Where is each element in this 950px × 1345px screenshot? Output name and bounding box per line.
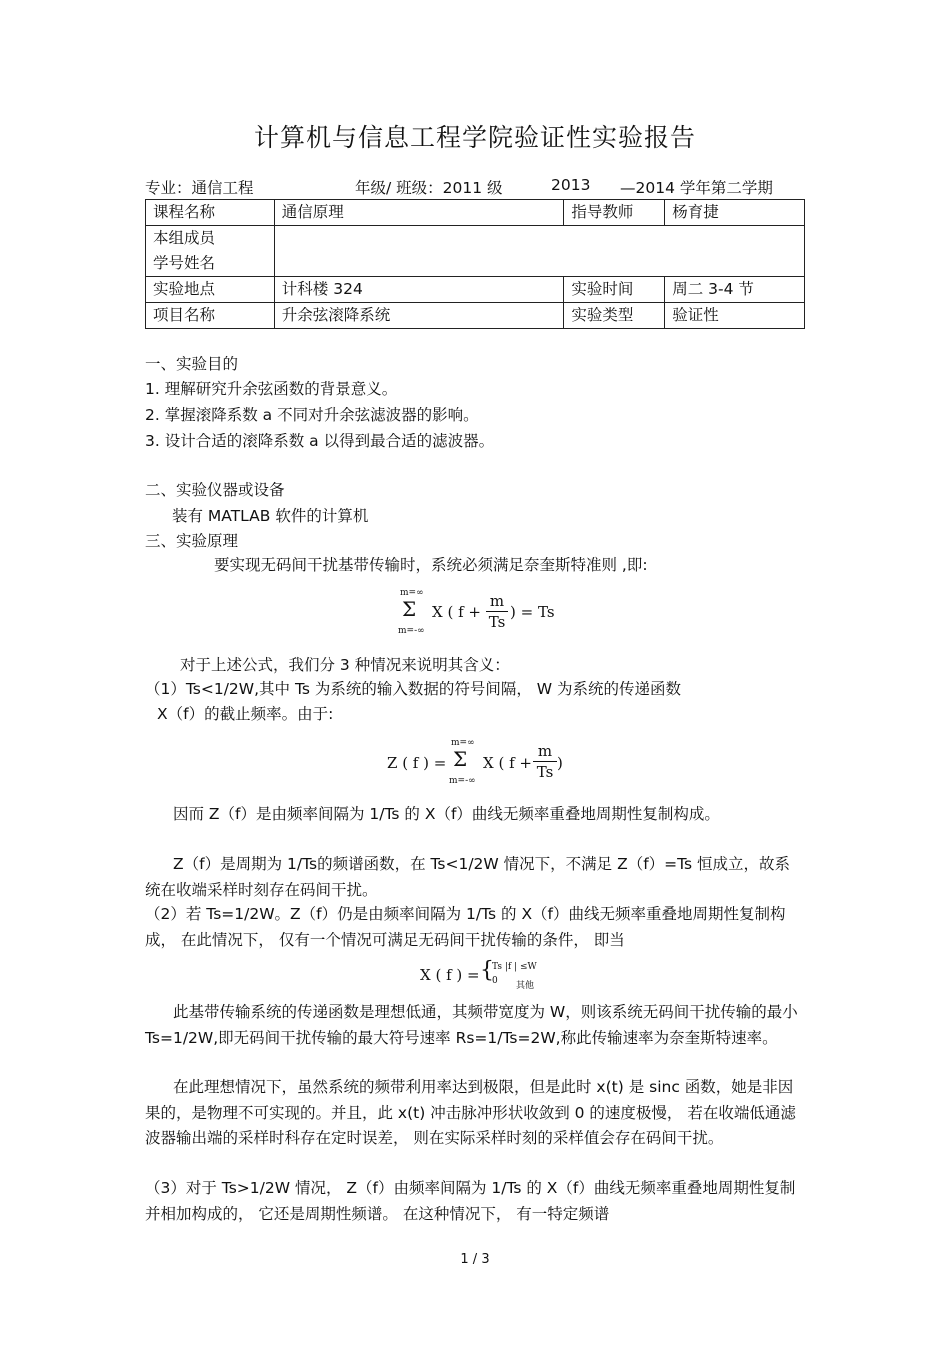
table-cell: 杨育捷: [665, 200, 805, 226]
case-2: 0: [492, 976, 498, 986]
paragraph: （2）若 Ts=1/2W。Z（f）仍是由频率间隔为 1/Ts 的 X（f）曲线无频率重叠地周期性复制构成， 在此情况下， 仅有一个情况可满足无码间干扰传输的条件， 即当: [145, 905, 786, 949]
table-cell: 验证性: [665, 303, 805, 329]
paragraph: X（f）的截止频率。由于:: [157, 705, 334, 723]
formula-body: X ( f +: [432, 603, 481, 621]
formula-tail: ) = Ts: [510, 603, 555, 621]
section-3-intro: 要实现无码间干扰基带传输时，系统必须满足奈奎斯特准则 ,即:: [214, 556, 648, 574]
section-2-title: 二、实验仪器或设备: [145, 481, 285, 499]
formula-nyquist: [398, 588, 568, 640]
table-row: [146, 200, 805, 226]
fraction-bar: [486, 611, 508, 612]
table-cell: 升余弦滚降系统: [274, 303, 564, 329]
paragraph: Z（f）是周期为 1/Ts的频谱函数，在 Ts<1/2W 情况下，不满足 Z（f）=Ts 恒成立，故系统在收端采样时刻存在码间干扰。: [145, 855, 791, 899]
sigma-symbol: Σ: [402, 597, 417, 621]
formula-lhs: X ( f ) =: [420, 966, 480, 984]
meta-grade: 年级/ 班级：2011 级: [355, 179, 503, 197]
paragraph: （1）Ts<1/2W,其中 Ts 为系统的输入数据的符号间隔， W 为系统的传递函数: [145, 680, 682, 698]
formula-periodic: [387, 738, 587, 790]
formula-ideal-lowpass: [420, 957, 560, 991]
sum-lower-limit: m=-∞: [398, 626, 425, 636]
fraction: [486, 592, 508, 631]
formula-body: X ( f +: [483, 754, 532, 772]
table-cell: 实验地点: [146, 277, 275, 303]
table-cell: 课程名称: [146, 200, 275, 226]
paragraph: 因而 Z（f）是由频率间隔为 1/Ts 的 X（f）曲线无频率重叠地周期性复制构成。: [173, 805, 720, 823]
sum-lower-limit: m=-∞: [449, 776, 476, 786]
list-item: 2. 掌握滚降系数 a 不同对升余弦滤波器的影响。: [145, 406, 479, 424]
brace-symbol: {: [480, 958, 494, 983]
table-cell: 实验时间: [564, 277, 665, 303]
table-row: [146, 277, 805, 303]
paragraph: （3）对于 Ts>1/2W 情况， Z（f）由频率间隔为 1/Ts 的 X（f）曲线无频率重叠地周期性复制并相加构成的， 它还是周期性频谱。 在这种情况下， 有一特定频谱: [145, 1179, 796, 1223]
table-cell: 计科楼 324: [274, 277, 564, 303]
paragraph: 对于上述公式，我们分 3 种情况来说明其含义：: [180, 656, 510, 674]
paragraph: 此基带传输系统的传递函数是理想低通，其频带宽度为 W，则该系统无码间干扰传输的最小 Ts=1/2W,即无码间干扰传输的最大符号速率 Rs=1/Ts=2W,称此传输速率为奈奎斯特速率。: [145, 1003, 798, 1047]
sum-upper-limit: m=∞: [451, 738, 475, 748]
fraction-denominator: Ts: [488, 613, 506, 631]
list-item: 1. 理解研究升余弦函数的背景意义。: [145, 380, 398, 398]
fraction-numerator: m: [489, 592, 505, 610]
sigma-symbol: Σ: [453, 747, 468, 771]
case-1: Ts |f | ≤W: [492, 962, 537, 972]
section-3-title: 三、实验原理: [145, 532, 239, 550]
paragraph: 在此理想情况下，虽然系统的频带利用率达到极限，但是此时 x(t) 是 sinc 函数，她是非因果的，是物理不可实现的。并且，此 x(t) 冲击脉冲形状收敛到 0 的速度极慢， 若在收端低通滤波器输出端的采样时科存在定时误差， 则在实际采样时刻的采样值会存在码间干扰。: [145, 1078, 796, 1147]
fraction: [533, 742, 557, 781]
page-number: 1 / 3: [460, 1252, 490, 1267]
members-label-1: 本组成员: [153, 229, 216, 247]
table-cell: 指导教师: [564, 200, 665, 226]
members-label-2: 学号姓名: [153, 254, 216, 272]
fraction-bar: [533, 761, 557, 762]
section-2-text: 装有 MATLAB 软件的计算机: [172, 507, 369, 525]
info-table: [145, 199, 805, 329]
table-cell: [146, 226, 275, 277]
table-row: [146, 303, 805, 329]
case-2-condition: 其他: [516, 981, 535, 991]
table-cell: 通信原理: [274, 200, 564, 226]
meta-year-start: 2013: [551, 176, 591, 194]
table-row: [146, 226, 805, 277]
section-1-title: 一、实验目的: [145, 355, 239, 373]
formula-lhs: Z ( f ) =: [387, 754, 447, 772]
meta-year-end: —2014 学年第二学期: [620, 179, 773, 197]
formula-tail: ): [557, 754, 563, 772]
report-title: 计算机与信息工程学院验证性实验报告: [253, 123, 696, 152]
table-cell: 项目名称: [146, 303, 275, 329]
sum-upper-limit: m=∞: [400, 588, 424, 598]
fraction-numerator: m: [537, 742, 553, 760]
table-cell: 周二 3-4 节: [665, 277, 805, 303]
table-cell: 实验类型: [564, 303, 665, 329]
table-cell: [274, 226, 804, 277]
list-item: 3. 设计合适的滚降系数 a 以得到最合适的滤波器。: [145, 432, 495, 450]
fraction-denominator: Ts: [536, 763, 554, 781]
meta-major: 专业：通信工程: [145, 179, 254, 197]
